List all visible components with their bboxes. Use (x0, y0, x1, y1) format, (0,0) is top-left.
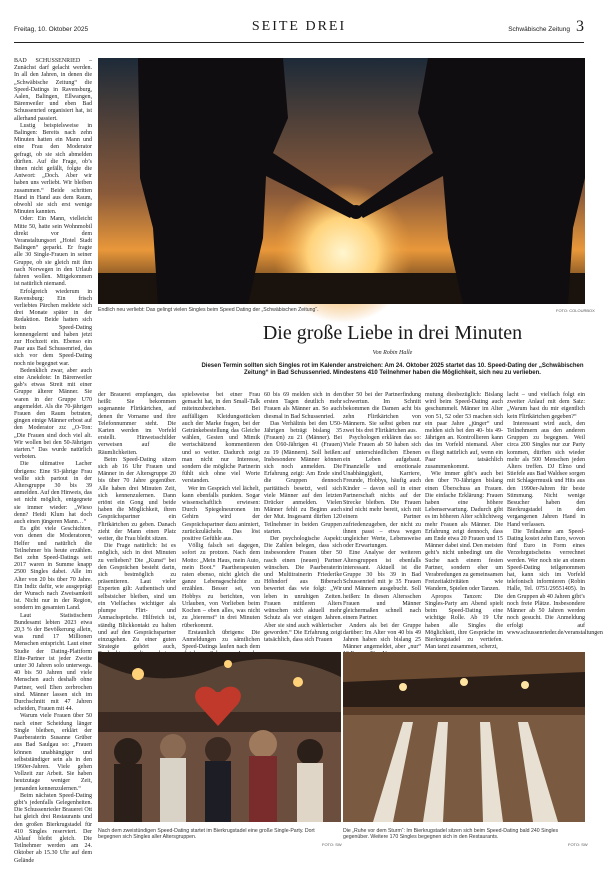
article-paragraph: Psychologen erklären das so: Viele Frauen ab 50 haben sich auf unterschiedlichen Ebenen ein Leben aufgebaut. Finanzielle und emotionale Unabhängigkeit, Karriere, Freunde, Hobbys, häufig auch Kinder – davon soll in einer Partnerschaft nichts auf der Strecke bleiben. Die Frauen sind nicht mehr bereit, sich mit einem Partner zufriedenzugeben, der nicht zu ihnen passt – etwa wegen ungleicher Werte, Lebensweise oder Erwartungen. (343, 435, 421, 550)
page-number: 3 (576, 18, 584, 35)
article-paragraph: lacht – und vielfach folgt ein zweiter Anlauf mit dem Satz: „Warum hast du mir eigentlich kein Flirtkärtchen gegeben?“ (507, 392, 585, 420)
article-paragraph: Erfolgreich wiederum in Ravensburg: Ein frisch verliebtes Pärchen meldete sich drei Monate später in der Redaktion. Beide hatten sich beim Speed-Dating kennengelernt und haben jetzt zur Hochzeit ein. Ebenso ein Paar aus Bad Schussenried, das sich vor dem Speed-Dating noch nie begegnet war. (14, 288, 92, 367)
article-column-4 (264, 392, 342, 645)
article-paragraph: Die Frage natürlich: Ist es möglich, sich in drei Minuten zu verlieben? Die „Kunst“ bei den Gesprächen besteht darin, sich bestmöglich zu präsentieren. Laut vieler Experten gilt: Authentisch und selbstsicher bleiben, sind um ein Vielfaches wichtiger als plumpe Flirt- und Anmachsprüche. Hilfreich ist, ständig Blickkontakt zu halten und auf den Gesprächspartner einzugehen. Zu einer guten Strategie gehört auch, (98, 543, 176, 651)
top-photo-caption: Endlich neu verliebt: Das gelingt vielen Singles beim Speed Dating der „Schwäbischen Zeitung“. (98, 307, 319, 313)
article-paragraph: Anders als bei der Gruppe darüber: Im Alter von 40 bis 49 Jahren haben sich bislang 25 Männer angemeldet, aber „nur“ (343, 622, 421, 651)
article-paragraph: Beim nächsten Speed-Dating gibt’s jedenfalls Gelegenheiten. Die Schussenrieder Brauerei Ott hat gleich drei Restaurants und den großen Bierkrugstadel für 410 Singles reserviert. Der Ablauf bleibt gleich. Die Teilnehmer werden am 24. Oktober ab 15.30 Uhr auf dem Gelände (14, 792, 92, 864)
article-column-6 (425, 392, 503, 651)
article-paragraph: über 50 bei der Partnerfindung schwertun. Im Schnitt bekommen die Damen acht bis zehn Flirtkärtchen von Männern. Sie selbst geben nur zwei bis drei Flirtkärtchen aus. (343, 392, 421, 435)
article-paragraph: mutung diesbezüglich: Bislang wird beim Speed-Dating auch geschummelt. Männer im Alter von 51, 52 oder 53 machen sich ein paar Jahre „jünger“ und melden sich bei den 40- bis 49-Jährigen an. Kontrollieren kann das im Vorfeld niemand. Aber es fliegt natürlich auf, wenn ein Paar tatsächlich zusammenkommt. (425, 392, 503, 471)
hall-photo (343, 652, 585, 822)
article-paragraph: Wer im Gespräch viel lächelt, kann ebenfalls punkten. Sogar wissenschaftlich erwiesen: Durch Spiegelneuronen im Gehirn wird der Gesprächspartner dazu animiert, zurückzulächeln. Das löst positive Gefühle aus. (182, 485, 260, 543)
article-paragraph: BAD SCHUSSENRIED – Zunächst darf gelacht werden. In all den Jahren, in denen die „Schwäbische Zeitung“ die Speed-Datings in Ravensburg, Aalen, Balingen, Ellwangen, Bärenweiler und eben Bad Schussenried organisiert hat, ist allerhand passiert. (14, 58, 92, 122)
article-paragraph: Interessant wird auch, den Teilnehmern aus den anderen Gruppen zu begegnen. Weil circa 200 Singles nur zur Party kommen, dürften sich wieder mehr als 500 Menschen jeden Alters treffen. DJ Elmo und Stiefele aus Bad Waldsee sorgen mit Schlagermusik und Hits aus den 1990er-Jahren für beste Stimmung. Nicht wenige Besucher haben den Bierkrugstadel in den vergangenen Jahren Hand in Hand verlassen. (507, 420, 585, 528)
article-paragraph: Der psychologische Aspekt: Die Zahlen belegen, dass sich insbesondere Frauen über 50 rasch einen (neuen) Partner wünschen. Die Paarberaterin und Multitrainerin Friederike Höhndorf aus Biberach bewertet das wie folgt: „Wir leben in unruhigen Zeiten. Frauen mittleren Alters wünschen sich aktuell mehr Schutz als vor einigen Jahren. Aber sie sind auch wählerischer geworden.“ Die Erfahrung zeigt tatsächlich, dass sich Frauen (264, 536, 342, 643)
article-paragraph: Die Teilnahme am Speed-Dating kostet zehn Euro, wovon fünf Euro in Form eines Verzehrgutscheins verrechnet werden. Wer noch nie an einem Speed-Dating teilgenommen hat, kann sich im Vorfeld telefonisch informieren (Robin Halle, Tel. 0751/29551405). In den Gruppen ab 40 Jahren gibt’s noch freie Plätze. Insbesondere Männer ab 50 Jahren werden noch gesucht. Die Anmeldung erfolgt auf www.schussenrieder.de/veranstaltungen (507, 528, 603, 636)
article-paragraph: Völlig falsch sei dagegen, sofort zu protzen. Nach dem Motto: „Mein Haus, mein Auto, mein Boot.“ Paartherapeuten raten ebenso, nicht gleich die ganze Lebensgeschichte zu erzählen. Besser sei, von Hobbys zu berichten, von Urlauben, von Vorlieben beim Kochen – eben alles, was nicht zu „bierernst“ in drei Minuten rüberkommt. (182, 543, 260, 629)
hall-photo-caption: Die „Ruhe vor dem Sturm“: Im Bierkrugstadel sitzen sich beim Speed-Dating bald 240 Singles gegenüber. Weitere 170 Singles begegnen sich in den Restaurants. (343, 828, 559, 841)
section-title: SEITE DREI (251, 19, 347, 34)
header-rule (14, 42, 584, 43)
article-column-5 (343, 392, 421, 651)
party-photo-caption: Nach dem zweistündigen Speed-Dating startet im Bierkrugstadel eine große Single-Party. Dort begegnen sich Singles aller Altersgruppen. (98, 828, 315, 841)
article-paragraph: Es gibt viele Geschichten, von denen die Moderatoren, Helfer und natürlich die Teilnehmer bis heute erzählen. Bei zehn Speed-Datings seit 2017 waren in Summe knapp 2500 Singles dabei. Alle im Alter von 20 bis über 70 Jahre. Ein Indiz dafür, wie ausgeprägt der Wunsch nach Zweisamkeit ist. Nicht nur in der Region, sondern im gesamten Land. (14, 526, 92, 612)
sunset-silhouette-image (98, 58, 585, 304)
article-paragraph: Erstaunlich übrigens: Die Anmeldungen zu sämtlichen Speed-Datings laufen nach dem (182, 629, 260, 651)
article-paragraph: 60 bis 69 melden sich in den ersten Tagen deutlich mehr Frauen als Männer an. So auch diesmal in Bad Schussenried. (264, 392, 342, 420)
party-photo (98, 652, 341, 822)
beer-hall-tables-image (343, 652, 585, 822)
article-paragraph: Oder: Ein Mann, vielleicht Mitte 50, hatte sein Wohnmobil direkt vor dem Veranstaltungsort „Hotel Stadt Balingen“ geparkt. Er fragte alle 30 Single-Frauen in seiner Gruppe, ob sie gleich mit ihm nach Norwegen in den Urlaub fahren wollen. Mitgekommen ist natürlich niemand. (14, 216, 92, 288)
article-paragraph: Das Verhältnis bei den U50-Jährigen beträgt bislang 35 (Frauen) zu 21 (Männer). Bei den Ü60-Jährigen 41 (Frauen) zu 19 (Männern). Soll heißen: Insbesondere Männer können sich noch anmelden. Die Erfahrung zeigt: Am Ende sind die Gruppen dennoch paritätisch besetzt, weil sich viele Männer auf den letzten Drücker anmelden. Vielen Männer fehlt zu Beginn auch der Mut. Insgesamt dürften 120 Teilnehmer in beiden Gruppen starten. (264, 420, 342, 535)
party-photo-credit: FOTO: SW (322, 842, 342, 847)
article-column-2 (98, 392, 176, 651)
article-paragraph: spielsweise bei einer Frau gemacht hat, in den Small-Talk miteinzubeziehen. Bei auffälligen Kleidungsstücken auch der Marke fragen, bei der Getränkebestellung das Gleiche wählen, Gesten und Mimik wertschätzend kommentieren und so weiter. Dadurch zeigt man nicht nur Interesse, sondern die mögliche Partnerin fühlt sich ohne viel Worte verstanden. (182, 392, 260, 485)
article-paragraph: Bedenklich zwar, aber auch eine Anekdote: In Bärenweiler gab’s etwas Streit mit einer Gruppe älterer Männer. Sie waren in der Gruppe U70 angemeldet. Als die 70-jährigen Frauen den Raum betraten, gingen einige Männer erbost auf den Moderator zu: „O-Ton: „Die Frauen sind doch viel alt. Wir wollen bei den 50-Jährigen starten.“ Das wurde natürlich verboten. (14, 367, 92, 461)
article-paragraph: Laut Statistischem Bundesamt lebten 2023 etwa 20,3 % der Bevölkerung allein, was rund 17 Millionen Menschen entspricht. Laut einer Studie der Dating-Plattform Elite-Partner ist jeder Zweite unter 30 Jahren solo unterwegs. 40 bis 50 Jahren und viele Menschen auch deshalb ohne Partner, weil Ehen zerbrochen sind. Männer lassen sich im Durchschnitt mit 47 Jahren scheiden, Frauen mit 44. (14, 612, 92, 713)
issue-date: Freitag, 10. Oktober 2025 (14, 26, 89, 33)
article-paragraph: der Brauerei empfangen, das heißt: Sie bekommen sogenannte Flirtkärtchen, auf denen ihr Vorname und ihre Telefonnummer steht. Die Karten werden im Vorfeld erstellt. Hinweisschilder verweisen auf die Räumlichkeiten. (98, 392, 176, 456)
top-photo-couple-sunset (98, 58, 585, 304)
article-paragraph: Lustig beispielsweise in Balingen: Bereits nach zehn Minuten hatten ein Mann und eine Frau den Moderator gefragt, ob sie sich abmelden dürften. Auf die Frage, ob’s ihnen nicht gefällt, folgte die Antwort: „Doch. Aber wir haben uns verliebt. Wir bleiben zusammen.“ Beide schritten Hand in Hand aus dem Raum, obwohl sie sich erst wenige Minuten kannten. (14, 122, 92, 216)
article-lead: Diesen Termin sollten sich Singles rot im Kalender anstreichen: Am 24. Oktober 2025 startet das 10. Speed-Dating der „Schwäbischen Zeitung“ in Bad Schussenried. Mindestens 410 Teilnehmer haben die Möglichkeit, sich neu zu verlieben. (201, 363, 584, 377)
hall-photo-credit: FOTO: SW (568, 842, 588, 847)
article-paragraph: Die ultimative Lacher übrigens: Eine 93-jährige Frau wollte sich partout in der Altersgruppe 30 bis 39 anmelden. Auf den Hinweis, das sei nicht möglich, entgegnete sie immer wieder: „Wieso denn? Heidi Klum hat doch auch einen jüngeren Mann…“ (14, 461, 92, 525)
article-column-7 (507, 392, 603, 645)
page-header (14, 20, 584, 38)
article-paragraph: Eine Analyse der weiteren Altersgruppen ist ebenfalls interessant. Aktuell ist die Gruppe 30 bis 39 in Bad Schussenried mit je 35 Frauen und Männern ausgebucht. Soll heißen: In diesen Altersschen Frauen und Männer gleichermaßen schnell nach einem Partner. (343, 550, 421, 622)
article-paragraph: Wie immer gibt’s auch bei den über 70-Jährigen bislang einen Überschuss an Frauen. Die einfache Erklärung: Frauen haben eine höhere Lebenserwartung. Dadurch gibt es im höheren Alter schlichtweg mehr Frauen als Männer. Die Erfahrung zeigt dennoch, dass am Ende etwa 20 Frauen und 15 Männer dabei sind. Den meisten geht’s nicht unbedingt um die Suche nach einem festen Partner, sondern eher um Verabredungen zu gemeinsamen Freizeitaktivitäten wie Wandern, Spielen oder Tanzen. (425, 471, 503, 593)
article-column-3 (182, 392, 260, 651)
article-paragraph: Apropos Tanzen: Die Singles-Party am Abend spielt beim Speed-Dating eine wichtige Rolle. Ab 19 Uhr haben alle Singles die Möglichkeit, ihre Gespräche im Bierkrugstadel zu vertiefen. Man tanzt zusammen, scherzt, (425, 593, 503, 651)
article-byline: Von Robin Halle (372, 350, 413, 356)
article-headline: Die große Liebe in drei Minuten (262, 322, 523, 344)
article-paragraph: Warum viele Frauen über 50 nach einer Scheidung länger Single bleiben, erklärt der Paarberaterin Susanne Grüber aus Bad Saulgau so: „Frauen können unabhängiger und selbstständiger sein als in den 1960er-Jahren. Viele gehen Vollzeit zur Arbeit. Sie haben heutzutage weniger Zeit, jemanden kennenzulernen.“ (14, 713, 92, 792)
publication-name: Schwäbische Zeitung (508, 26, 570, 33)
party-crowd-image (98, 652, 341, 822)
top-photo-credit: FOTO: COLOURBOX (556, 308, 595, 313)
article-paragraph: Beim Speed-Dating sitzen sich ab 16 Uhr Frauen und Männer in der Altersgruppe 20 bis über 70 Jahre gegenüber. Alle haben drei Minuten Zeit, sich kennenzulernen. Dann ertönt ein Gong und beide haben die Möglichkeit, ihren Gesprächspartner ein Flirtkärtchen zu geben. Danach zieht der Mann einen Platz weiter, die Frau bleibt sitzen. (98, 456, 176, 543)
article-column-1 (14, 58, 92, 864)
